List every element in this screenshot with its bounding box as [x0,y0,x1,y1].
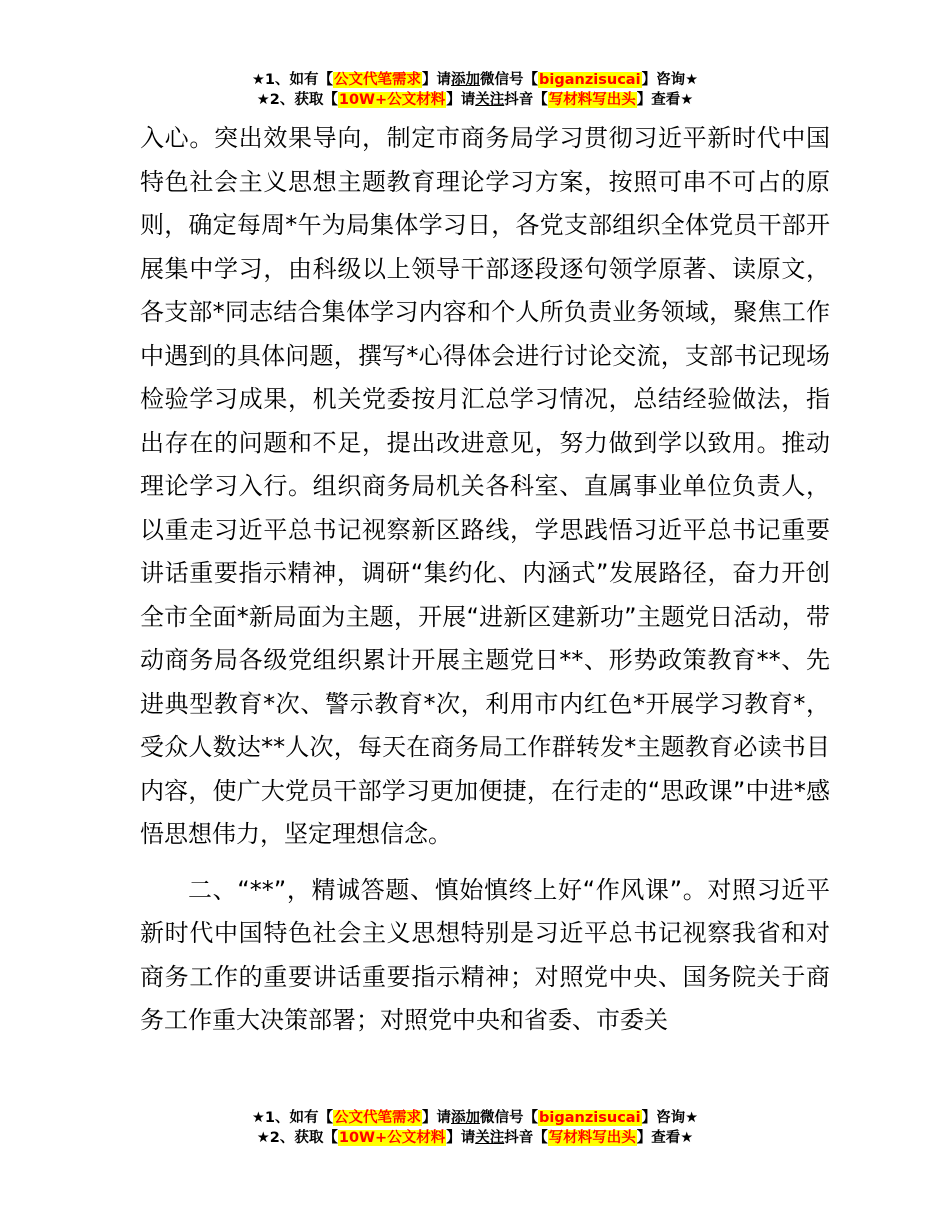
highlight-materials: 10W+公文材料 [338,92,446,108]
banner-line-1: ★1、如有【公文代笔需求】请添加微信号【biganzisucai】咨询★ [251,72,699,88]
header-banner [0,70,950,110]
paragraph-1: 入心。突出效果导向，制定市商务局学习贯彻习近平新时代中国特色社会主义思想主题教育理论学习方案，按照可串不可占的原则，确定每周*午为局集体学习日，各党支部组织全体党员干部开展集中学习，由科级以上领导干部逐段逐句领学原著、读原文，各支部*同志结合集体学习内容和个人所负责业务领域，聚焦工作中遇到的具体问题，撰写*心得体会进行讨论交流，支部书记现场检验学习成果，机关党委按月汇总学习情况，总结经验做法，指出存在的问题和不足，提出改进意见，努力做到学以致用。推动理论学习入行。组织商务局机关各科室、直属事业单位负责人，以重走习近平总书记视察新区路线，学思践悟习近平总书记重要讲话重要指示精神，调研“集约化、内涵式”发展路径，奋力开创全市全面*新局面为主题，开展“进新区建新功”主题党日活动，带动商务局各级党组织累计开展主题党日**、形势政策教育**、先进典型教育*次、警示教育*次，利用市内红色*开展学习教育*，受众人数达**人次，每天在商务局工作群转发*主题教育必读书目内容，使广大党员干部学习更加便捷，在行走的“思政课”中进*感悟思想伟力，坚定理想信念。 [140,124,830,848]
footer-banner [0,1108,950,1148]
footer-highlight-douyin: 写材料写出头 [548,1130,636,1146]
footer-highlight-service: 公文代笔需求 [334,1110,422,1126]
highlight-douyin: 写材料写出头 [548,92,636,108]
banner-line-2: ★2、获取【10W+公文材料】请关注抖音【写材料写出头】查看★ [256,92,694,108]
document-body [140,117,830,1043]
highlight-wechat-id: biganzisucai [539,72,641,88]
highlight-service: 公文代笔需求 [334,72,422,88]
footer-highlight-wechat-id: biganzisucai [539,1110,641,1126]
footer-line-1: ★1、如有【公文代笔需求】请添加微信号【biganzisucai】咨询★ [251,1110,699,1126]
footer-highlight-materials: 10W+公文材料 [338,1130,446,1146]
footer-line-2: ★2、获取【10W+公文材料】请关注抖音【写材料写出头】查看★ [256,1130,694,1146]
paragraph-2: 二、“**”，精诚答题、慎始慎终上好“作风课”。对照习近平新时代中国特色社会主义思想特别是习近平总书记视察我省和对商务工作的重要讲话重要指示精神；对照党中央、国务院关于商务工作重大决策部署；对照党中央和省委、市委关 [140,875,830,1034]
